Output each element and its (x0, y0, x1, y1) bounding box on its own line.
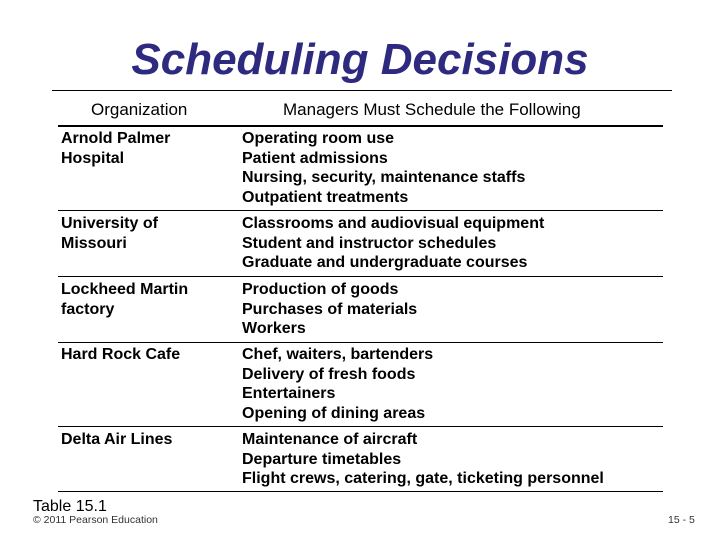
row-organization (61, 430, 172, 450)
header-managers: Managers Must Schedule the Following (283, 100, 581, 119)
table-caption: Table 15.1 (33, 498, 107, 515)
title-underline (52, 90, 672, 91)
row-schedule-items (242, 214, 544, 273)
row-divider (58, 342, 663, 343)
schedule-item: Graduate and undergraduate courses (242, 254, 528, 272)
schedule-item: Classrooms and audiovisual equipment (242, 215, 545, 232)
row-organization-line: Delta Air Lines (61, 431, 173, 448)
row-schedule-items (242, 129, 525, 207)
row-organization-line: University of (61, 215, 158, 232)
schedule-item: Workers (242, 320, 306, 338)
page-number: 15 - 5 (668, 514, 695, 526)
row-divider (58, 276, 663, 277)
header-rule-right (238, 125, 663, 127)
schedule-item: Flight crews, catering, gate, ticketing personnel (242, 470, 604, 488)
schedule-item: Delivery of fresh foods (242, 365, 416, 383)
row-organization (61, 129, 170, 168)
schedule-item: Outpatient treatments (242, 188, 409, 206)
row-organization-line: Hospital (61, 149, 125, 167)
row-organization (61, 345, 180, 365)
row-organization-line: factory (61, 300, 115, 318)
schedule-item: Chef, waiters, bartenders (242, 346, 434, 363)
schedule-item: Opening of dining areas (242, 404, 426, 422)
slide-title: Scheduling Decisions (131, 35, 589, 84)
row-organization (61, 214, 158, 253)
schedule-item: Patient admissions (242, 149, 388, 167)
row-divider (58, 210, 663, 211)
copyright-notice: © 2011 Pearson Education (33, 514, 158, 526)
row-schedule-items (242, 430, 604, 489)
schedule-item: Entertainers (242, 385, 336, 403)
schedule-item: Nursing, security, maintenance staffs (242, 169, 526, 187)
table-bottom-rule (58, 491, 663, 492)
schedule-item: Production of goods (242, 281, 399, 298)
schedule-item: Maintenance of aircraft (242, 431, 418, 448)
schedule-item: Departure timetables (242, 450, 402, 468)
header-organization: Organization (91, 100, 188, 119)
row-schedule-items (242, 280, 417, 339)
row-organization-line: Arnold Palmer (61, 130, 171, 147)
row-organization-line: Lockheed Martin (61, 281, 189, 298)
row-organization (61, 280, 188, 319)
schedule-item: Purchases of materials (242, 300, 418, 318)
header-rule-left (58, 125, 238, 127)
schedule-item: Student and instructor schedules (242, 234, 497, 252)
row-divider (58, 426, 663, 427)
row-schedule-items (242, 345, 433, 423)
row-organization-line: Hard Rock Cafe (61, 346, 181, 363)
row-organization-line: Missouri (61, 234, 127, 252)
schedule-item: Operating room use (242, 130, 395, 147)
